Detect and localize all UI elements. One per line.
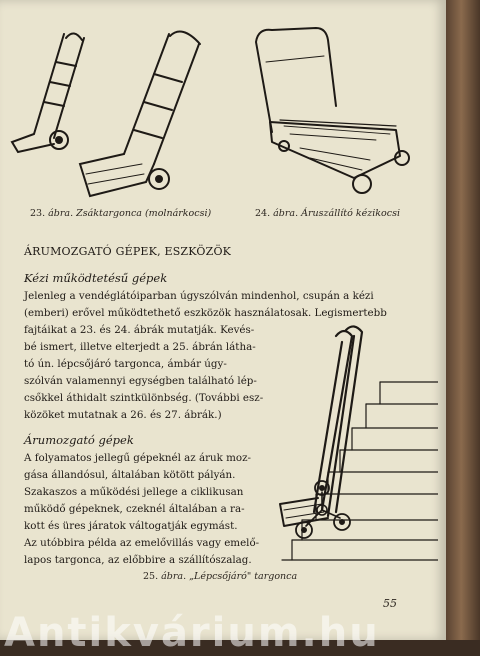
figure-24-platform-cart xyxy=(250,22,410,202)
figure-25-stair-trolley xyxy=(262,322,438,570)
body-line: gása állandósul, általában kötött pályán. xyxy=(24,469,236,481)
subsection-2-title: Árumozgató gépek xyxy=(24,433,134,447)
body-line: bé ismert, illetve elterjedt a 25. ábrán látha- xyxy=(24,341,256,353)
body-line: lapos targonca, az előbbire a szállítószalag. xyxy=(24,554,252,566)
figure-25-text: ábra. „Lépcsőjáró" targonca xyxy=(161,571,298,582)
page-number: 55 xyxy=(383,597,397,610)
subsection-1-title: Kézi működtetésű gépek xyxy=(24,271,168,285)
body-line: működő gépeknek, czeknél általában a ra- xyxy=(24,503,245,515)
body-line: kott és üres járatok váltogatják egymást. xyxy=(24,520,238,532)
body-line: tó ún. lépcsőjáró targonca, ámbár úgy- xyxy=(24,358,227,370)
section-title: ÁRUMOZGATÓ GÉPEK, ESZKÖZÖK xyxy=(24,245,232,258)
body-line: csőkkel áthidalt szintkülönbség. (További esz- xyxy=(24,392,264,404)
body-line: közöket mutatnak a 26. és 27. ábrák.) xyxy=(24,409,222,421)
figure-24-number: 24. xyxy=(255,208,271,219)
figure-24-caption xyxy=(255,208,400,219)
body-line: A folyamatos jellegű gépeknél az áruk moz- xyxy=(24,452,252,464)
figure-23-text: ábra. Zsáktargonca (molnárkocsi) xyxy=(48,208,212,219)
figure-25-number: 25. xyxy=(143,571,159,582)
book-spine xyxy=(446,0,480,640)
body-line: fajtáikat a 23. és 24. ábrák mutatják. Kevés- xyxy=(24,324,255,336)
figure-24-text: ábra. Áruszállító kézikocsi xyxy=(273,208,400,219)
figure-25-caption xyxy=(143,571,297,582)
watermark: Antikvárium.hu xyxy=(4,610,380,656)
figure-23-caption xyxy=(30,208,211,219)
body-line: (emberi) erővel működtethető eszközök használatosak. Legismertebb xyxy=(24,307,387,319)
body-line: szólván valamennyi egységben található lép- xyxy=(24,375,257,387)
body-line: Szakaszos a működési jellege a ciklikusan xyxy=(24,486,244,498)
figure-23-sack-trucks xyxy=(4,14,234,204)
body-line: Jelenleg a vendéglátóiparban úgyszólván mindenhol, csupán a kézi xyxy=(24,290,374,302)
figure-23-number: 23. xyxy=(30,208,46,219)
body-line: Az utóbbira példa az emelővillás vagy emelő- xyxy=(24,537,260,549)
